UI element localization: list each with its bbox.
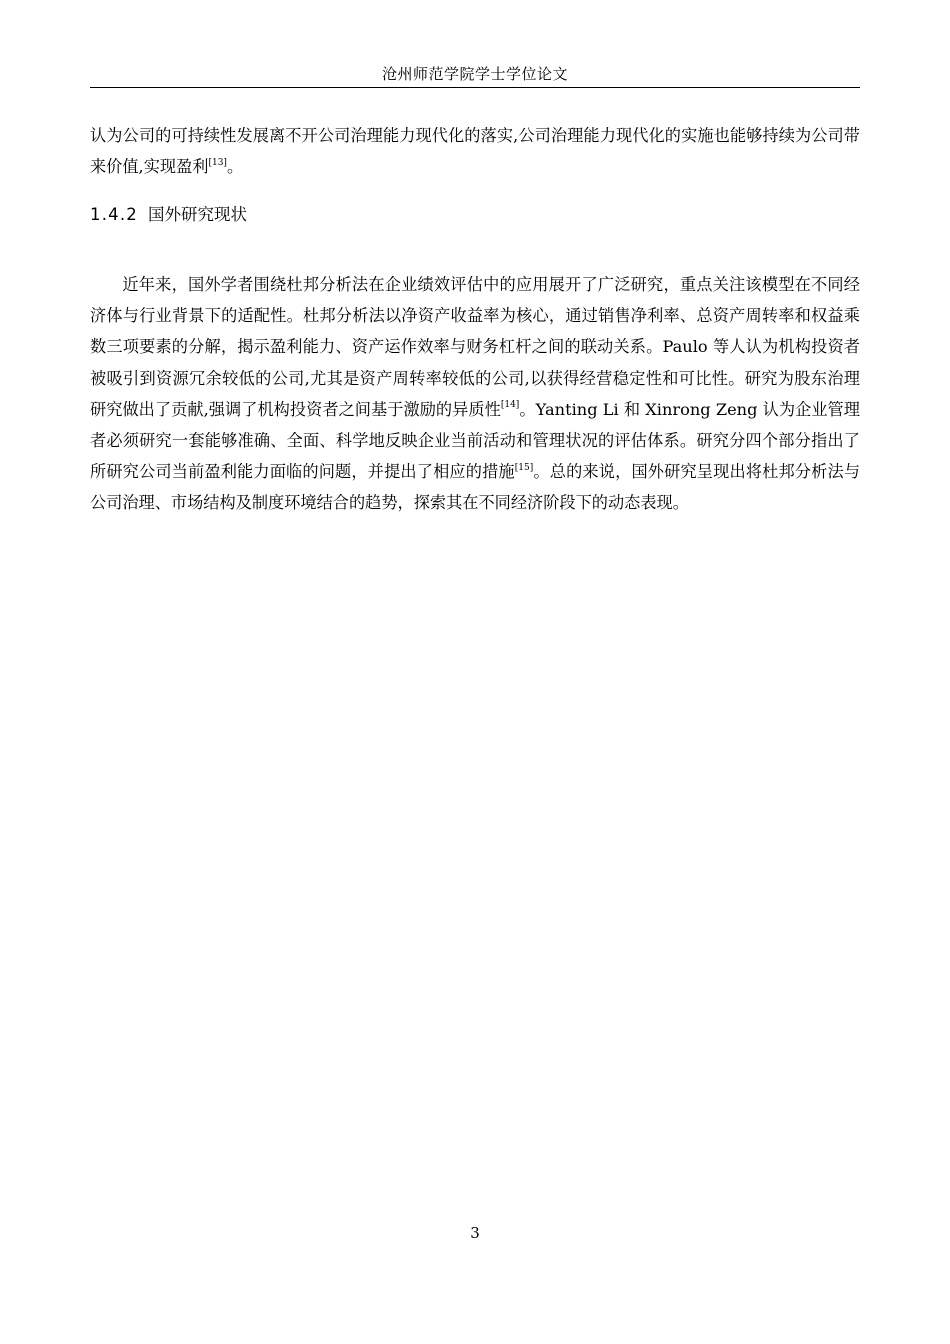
paragraph-1-end: 。 — [226, 157, 244, 177]
citation-13: [13] — [208, 157, 227, 168]
paragraph-2-part-c: 。总的来说，国外研究呈现出将杜邦分析法与公司治理、市场结构及制度环境结合的趋势，探索其在不同经济阶段下的动态表现。 — [90, 462, 861, 513]
section-heading — [90, 201, 247, 229]
paragraph-continuation — [90, 120, 860, 182]
section-title: 国外研究现状 — [147, 205, 247, 224]
paragraph-2-part-a: 近年来，国外学者围绕杜邦分析法在企业绩效评估中的应用展开了广泛研究，重点关注该模型在不同经济体与行业背景下的适配性。杜邦分析法以净资产收益率为核心，通过销售净利率、总资产周转率和权益乘数三项要素的分解，揭示盈利能力、资产运作效率与财务杠杆之间的联动关系。Paulo 等人认为机构投资者被吸引到资源冗余较低的公司,尤其是资产周转率较低的公司,以获得经营稳定性和可比性。研究为股东治理研究做出了贡献,强调了机构投资者之间基于激励的异质性 — [90, 275, 860, 419]
page-number: 3 — [470, 1224, 480, 1242]
header-rule — [90, 87, 860, 88]
paragraph-2-part-b: 。Yanting Li 和 Xinrong Zeng 认为企业管理者必须研究一套能够准确、全面、科学地反映企业当前活动和管理状况的评估体系。研究分四个部分指出了所研究公司当前盈利能力面临的问题，并提出了相应的措施 — [90, 399, 860, 482]
section-number: 1.4.2 — [90, 205, 138, 224]
running-header: 沧州师范学院学士学位论文 — [381, 65, 568, 83]
citation-15: [15] — [514, 462, 534, 473]
paragraph-foreign-research — [90, 269, 860, 519]
citation-14: [14] — [500, 400, 520, 411]
paragraph-1-text: 认为公司的可持续性发展离不开公司治理能力现代化的落实,公司治理能力现代化的实施也能够持续为公司带来价值,实现盈利 — [90, 126, 860, 177]
